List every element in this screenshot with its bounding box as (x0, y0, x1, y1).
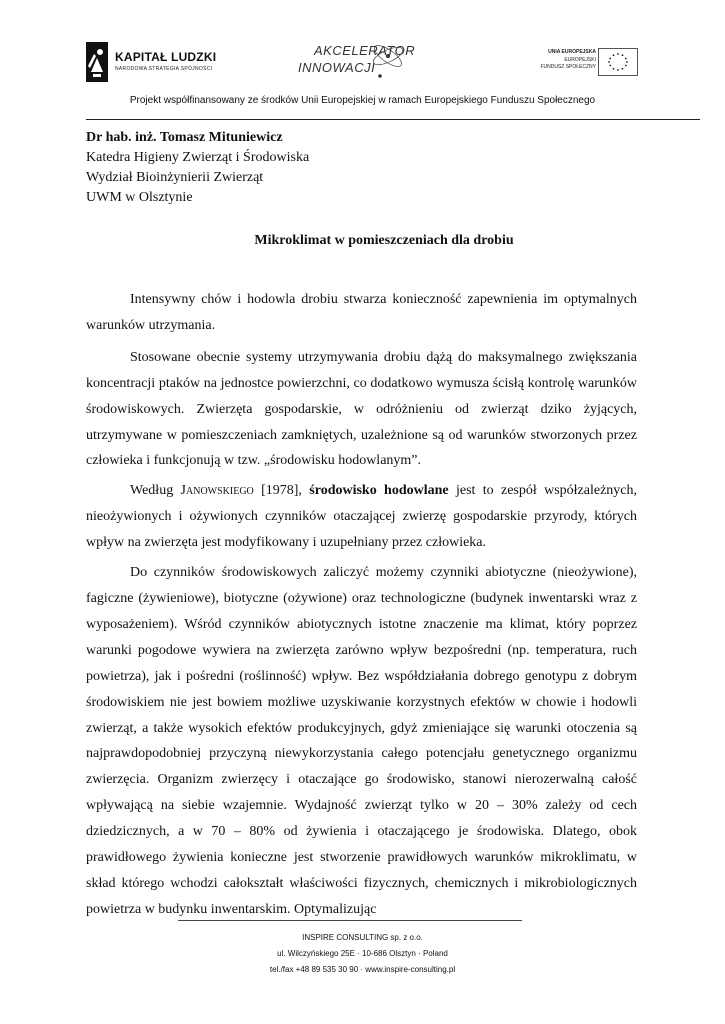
author-department: Katedra Higieny Zwierząt i Środowiska (86, 150, 310, 165)
footer-company: INSPIRE CONSULTING sp. z o.o. (302, 933, 423, 942)
eu-fund-line2: FUNDUSZ SPOŁECZNY (540, 64, 596, 70)
eu-fund-line1: EUROPEJSKI (564, 57, 596, 63)
footer-address: ul. Wilczyńskiego 25E · 10-686 Olsztyn · Poland (277, 949, 448, 958)
kapital-ludzki-logo (84, 42, 224, 82)
author-faculty: Wydział Bioinżynierii Zwierząt (86, 170, 264, 185)
kapital-ludzki-mark-icon (84, 42, 110, 82)
document-body (86, 287, 637, 923)
author-university: UWM w Olsztynie (86, 190, 193, 205)
p3-intro: Według (130, 483, 174, 499)
footer-divider (178, 920, 522, 921)
paragraph-2: Stosowane obecnie systemy utrzymywania drobiu dążą do maksymalnego zwiększania koncentracji ptaków na jednostce powierzchni, co dodatkowo wymusza ścisłą kontrolę warunków środowiskowych. Zwierzęta gospodarskie, w odróżnieniu od zwierząt dziko żyjących, utrzymywane w pomieszczeniach zamkniętych, uzależnione są od warunków stworzonych przez człowieka i funkcjonują w tzw. „środowisku hodowlanym”. (86, 349, 637, 469)
header-divider (86, 119, 700, 120)
eu-title: UNIA EUROPEJSKA (548, 49, 596, 55)
paragraph-3 (86, 478, 637, 556)
author-name: Dr hab. inż. Tomasz Mituniewicz (86, 130, 283, 145)
p3-term: środowisko hodowlane (309, 483, 449, 499)
paragraph-1: Intensywny chów i hodowla drobiu stwarza konieczność zapewnienia im optymalnych warunków utrzymania. (86, 292, 637, 333)
eu-flag-icon (598, 48, 638, 76)
footer (0, 930, 725, 978)
footer-contact: tel./fax +48 89 535 30 90 · www.inspire-consulting.pl (269, 965, 456, 974)
author-block (86, 128, 309, 208)
p3-definition: jest to zespół współzależnych, nieożywionych i ożywionych czynników otaczającej zwierzę gospodarskie przyrody, których wpływ na zwierzęta jest modyfikowany i uzupełniany przez człowieka. (86, 483, 637, 551)
akcelerator-innowacji-logo (290, 38, 430, 88)
kapital-ludzki-subtitle: NARODOWA STRATEGIA SPÓJNOŚCI (115, 66, 213, 72)
document-title: Mikroklimat w pomieszczeniach dla drobiu (254, 233, 514, 248)
kapital-ludzki-title: KAPITAŁ LUDZKI (115, 50, 217, 64)
p3-year: [1978], (261, 483, 302, 499)
paragraph-4: Do czynników środowiskowych zaliczyć możemy czynniki abiotyczne (nieożywione), fagiczne (żywieniowe), biotyczne (ożywione) oraz technologiczne (budynek inwentarski wraz z wyposażeniem). Wśród czynników abiotycznych istotne znaczenie ma klimat, który poprzez warunki pogodowe wywiera na zwierzęta zarówno wpływ bezpośredni (np. temperatura, ruch powietrza), jak i pośredni (roślinność) wpływ. Bez współdziałania dobrego genotypu z dobrym środowiskiem nie jest bowiem możliwe uzyskiwanie korzystnych efektów w chowie i hodowli zwierząt, a także wysokich efektów produkcyjnych, gdyż zmieniające się warunki otoczenia są najprawdopodobniej przyczyną niewykorzystania całego potencjału genetycznego organizmu zwierzęcia. Organizm zwierzęcy i otaczające go środowisko, stanowi nierozerwalną całość wpływającą na siebie wzajemnie. Wydajność zwierząt tylko w 20 – 30% zależy od cech dziedzicznych, a w 70 – 80% od żywienia i otaczającego je środowiska. Dlatego, obok prawidłowego żywienia konieczne jest stworzenie prawidłowych warunków mikroklimatu, w skład którego wchodzi całokształt właściwości fizycznych, chemicznych i mikrobiologicznych powietrza w budynku inwentarskim. Optymalizując (86, 565, 637, 917)
cofinancing-note: Projekt współfinansowany ze środków Unii Europejskiej w ramach Europejskiego Funduszu Społecznego (129, 95, 596, 106)
akcelerator-line2: INNOWACJI (298, 60, 376, 75)
akcelerator-line1: AKCELERATOR (314, 43, 416, 58)
p3-cited-author: Janowskiego (180, 483, 254, 499)
eu-logo (528, 48, 638, 78)
header-logos (0, 38, 725, 90)
